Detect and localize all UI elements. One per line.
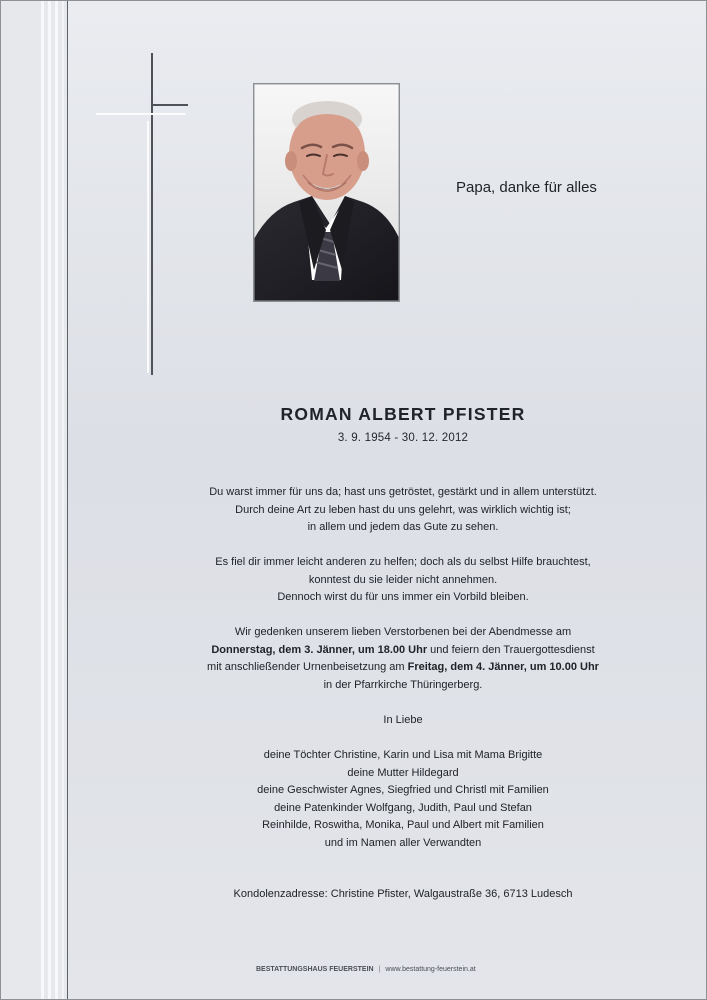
- family-line: deine Töchter Christine, Karin und Lisa mit Mama Brigitte: [263, 749, 543, 761]
- tribute-paragraph-1: [163, 484, 643, 537]
- announcement-line: in der Pfarrkirche Thüringerberg.: [323, 678, 483, 691]
- family-line: deine Patenkinder Wolfgang, Judith, Paul und Stefan: [274, 801, 532, 814]
- deceased-portrait: [253, 83, 400, 302]
- footer-separator: |: [378, 966, 381, 973]
- announcement-line: [163, 642, 643, 660]
- life-dates: 3. 9. 1954 - 30. 12. 2012: [337, 432, 469, 444]
- condolence-address: [163, 886, 643, 904]
- announcement-text: mit anschließender Urnenbeisetzung am: [207, 661, 408, 673]
- cross-vertical-light-line: [147, 121, 149, 373]
- announcement-date-1: Donnerstag, dem 3. Jänner, um 18.00 Uhr: [211, 643, 428, 656]
- tribute-line: Dennoch wirst du für uns immer ein Vorbild bleiben.: [277, 591, 529, 603]
- tribute-line: in allem und jedem das Gute zu sehen.: [307, 521, 499, 533]
- condolence-line: Kondolenzadresse: Christine Pfister, Walgaustraße 36, 6713 Ludesch: [233, 888, 573, 900]
- family-line: und im Namen aller Verwandten: [324, 836, 482, 849]
- tribute-line: Du warst immer für uns da; hast uns getröstet, gestärkt und in allem unterstützt.: [209, 486, 597, 498]
- tribute-line: Durch deine Art zu leben hast du uns gelehrt, was wirklich wichtig ist;: [235, 503, 571, 516]
- memorial-quote: Papa, danke für alles: [456, 179, 597, 196]
- tribute-line: konntest du sie leider nicht annehmen.: [308, 573, 498, 586]
- funeral-home-website: www.bestattung-feuerstein.at: [385, 966, 476, 973]
- in-liebe-text: In Liebe: [383, 714, 423, 726]
- cross-horizontal-light-line: [96, 113, 186, 115]
- funeral-home-footer: [256, 966, 556, 973]
- announcement-date-2: Freitag, dem 4. Jänner, um 10.00 Uhr: [407, 661, 599, 673]
- service-announcement: [163, 624, 643, 694]
- cross-vertical-dark-line: [151, 53, 153, 375]
- announcement-line: Wir gedenken unserem lieben Verstorbenen bei der Abendmesse am: [234, 626, 572, 638]
- family-line: deine Mutter Hildegard: [347, 766, 459, 779]
- family-line: Reinhilde, Roswitha, Monika, Paul und Albert mit Familien: [262, 819, 544, 831]
- memorial-cross-icon: [1, 1, 201, 381]
- deceased-name: ROMAN ALBERT PFISTER: [280, 404, 526, 424]
- family-list: [163, 747, 643, 852]
- tribute-line: Es fiel dir immer leicht anderen zu helfen; doch als du selbst Hilfe brauchtest,: [215, 556, 591, 568]
- tribute-paragraph-2: [163, 554, 643, 607]
- closing-greeting: [163, 712, 643, 730]
- cross-horizontal-dark-line: [151, 104, 188, 106]
- family-line: deine Geschwister Agnes, Siegfried und Christl mit Familien: [257, 784, 549, 796]
- funeral-home-name: BESTATTUNGSHAUS FEUERSTEIN: [256, 966, 374, 973]
- announcement-line: [163, 659, 643, 677]
- announcement-text: und feiern den Trauergottesdienst: [427, 643, 595, 656]
